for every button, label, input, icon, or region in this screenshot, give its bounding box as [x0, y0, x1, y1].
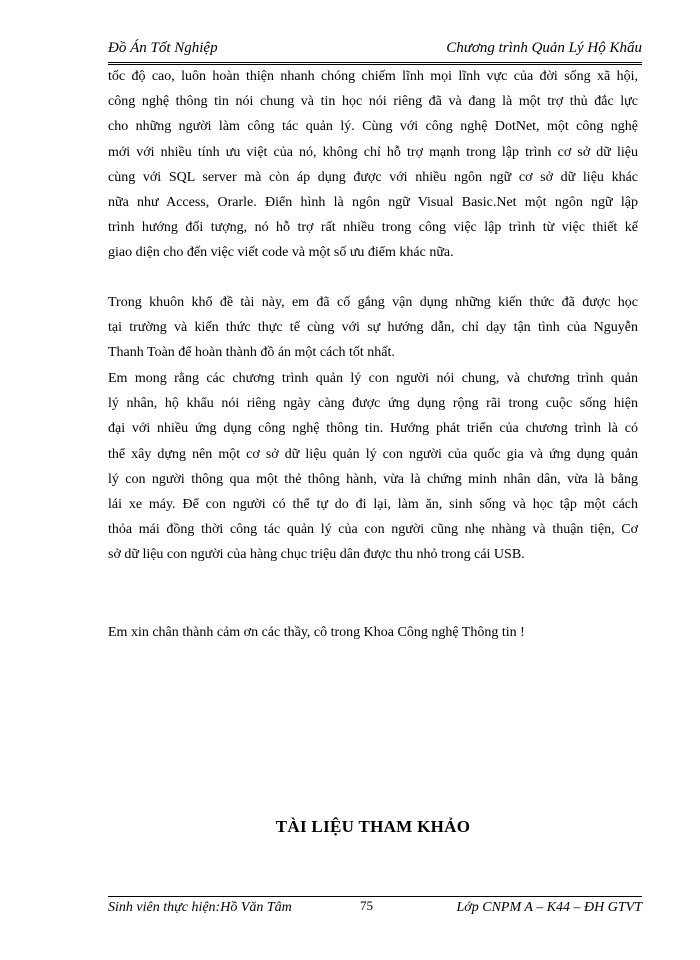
text-line: cùng với SQL server mà còn áp dụng được với nhiều ngôn ngữ cơ sở dữ liệu khác: [108, 169, 638, 185]
text-line: lái xe máy. Để con người có thể tự do đi lại, làm ăn, sinh sống và học tập một cách: [108, 497, 638, 513]
section-title: TÀI LIỆU THAM KHẢO: [275, 817, 471, 836]
text-line: cho những người làm công tác quản lý. Cùng với công nghệ DotNet, một công nghệ: [108, 119, 638, 135]
text-line: thể xây dựng nên một cơ sở dữ liệu quản lý con người của quốc gia và ứng dụng quản: [108, 446, 638, 462]
page-footer: [108, 900, 642, 920]
page-number: 75: [360, 898, 373, 913]
text-line: lý con người thông qua một thẻ thông hành, vừa là chứng minh nhân dân, vừa là bằng: [108, 471, 638, 487]
footer-author: Sinh viên thực hiện:Hồ Văn Tâm: [108, 900, 292, 915]
text-line: Thanh Toàn để hoàn thành đồ án một cách tốt nhất.: [108, 345, 395, 361]
paragraph-1: [108, 64, 638, 266]
paragraph-4: [108, 620, 638, 645]
text-line: giao diện cho đến việc viết code và một số ưu điểm khác nữa.: [108, 245, 454, 261]
text-line: đại với nhiều ứng dụng công nghệ thông tin. Hướng phát triển của chương trình là có: [108, 421, 638, 437]
page-header: [108, 40, 642, 60]
text-line: Em xin chân thành cảm ơn các thầy, cô trong Khoa Công nghệ Thông tin !: [108, 625, 525, 640]
text-line: công nghệ thông tin nói chung và tin học nói riêng đã và đang là một trợ thủ đắc lực: [108, 94, 638, 110]
text-line: tốc độ cao, luôn hoàn thiện nhanh chóng chiếm lĩnh mọi lĩnh vực của đời sống xã hội,: [108, 69, 638, 84]
text-line: sở dữ liệu con người của hàng chục triệu dân được thu nhỏ trong cái USB.: [108, 547, 525, 563]
text-line: lý nhân, hộ khẩu nói riêng ngày càng được ứng dụng rộng rãi trong cuộc sống hiện: [108, 396, 638, 412]
paragraph-3: [108, 366, 638, 568]
header-right-title: Chương trình Quản Lý Hộ Khẩu: [446, 40, 642, 56]
header-left-title: Đồ Án Tốt Nghiệp: [108, 40, 218, 56]
text-line: trình hướng đối tượng, nó hỗ trợ rất nhiều trong công việc lập trình từ việc thiết kế: [108, 220, 638, 236]
paragraph-2: [108, 290, 638, 366]
footer-class: Lớp CNPM A – K44 – ĐH GTVT: [456, 900, 642, 915]
text-line: Trong khuôn khổ đề tài này, em đã cố gắng vận dụng những kiến thức đã được học: [108, 295, 638, 310]
text-line: thỏa mái đồng thời công tác quản lý của con người cũng nhẹ nhàng và thuận tiện, Cơ: [108, 522, 638, 538]
text-line: tại trường và kiến thức thực tế cùng với sự hướng dẫn, chỉ dạy tận tình của Nguyễn: [108, 320, 638, 336]
text-line: nữa như Access, Orarle. Điển hình là ngôn ngữ Visual Basic.Net một ngôn ngữ lập: [108, 195, 638, 211]
footer-divider: [108, 896, 642, 897]
text-line: Em mong rằng các chương trình quản lý con người nói chung, và chương trình quản: [108, 371, 638, 386]
text-line: mới với nhiều tính ưu việt của nó, không chỉ hỗ trợ mạnh trong lập trình cơ sở dữ liệu: [108, 144, 638, 160]
